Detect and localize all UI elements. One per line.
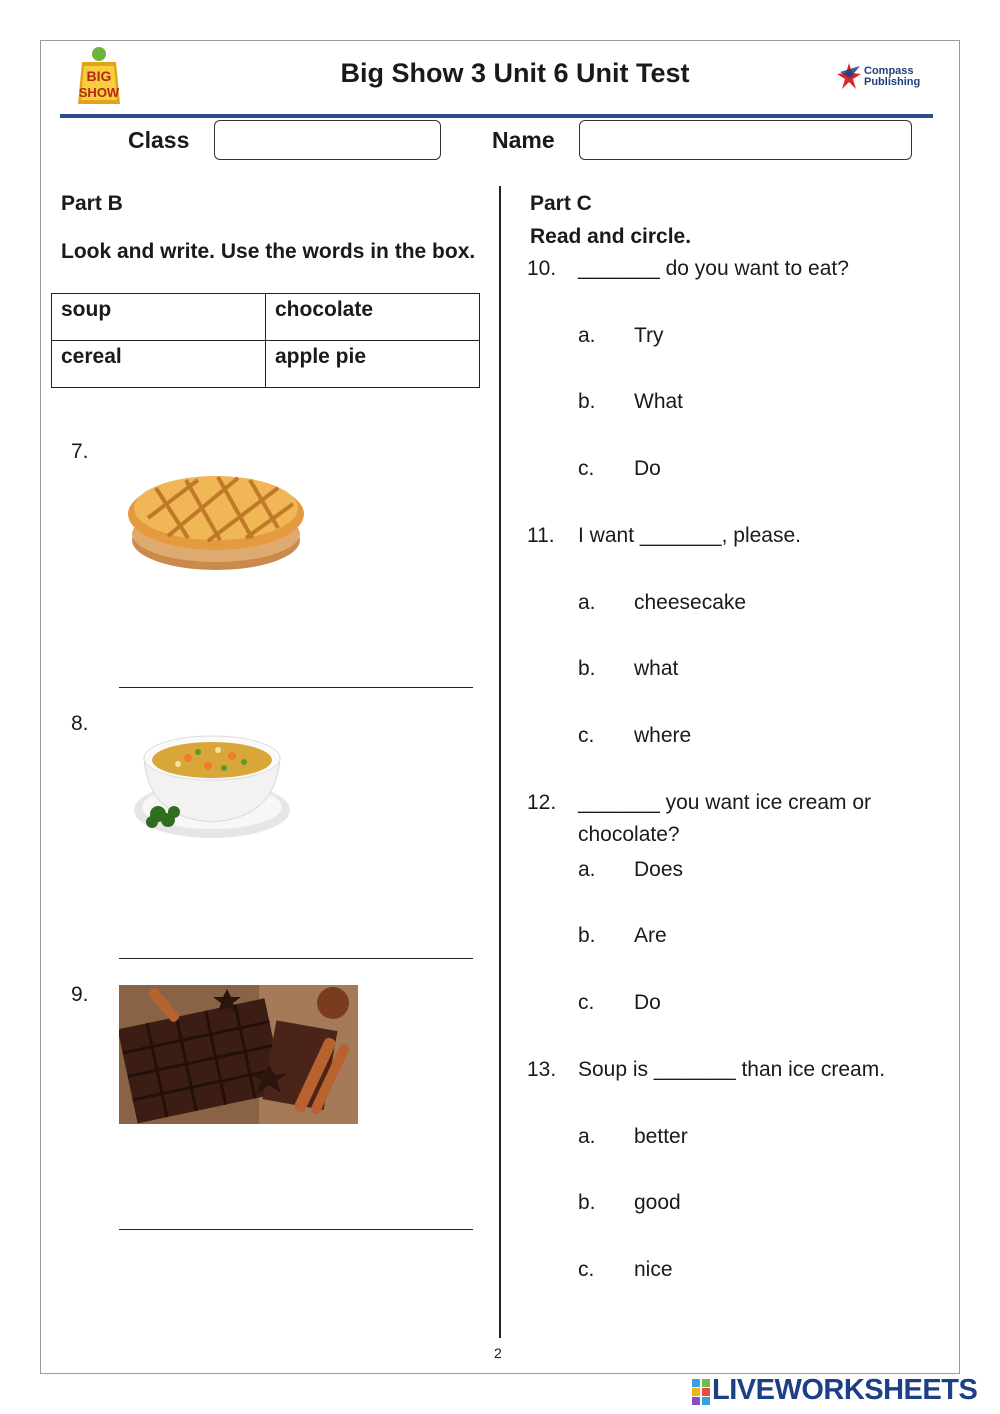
option-letter: a.	[578, 858, 596, 881]
liveworksheets-text: LIVEWORKSHEETS	[712, 1374, 978, 1406]
part-c-instruction: Read and circle.	[530, 225, 692, 248]
question-13-text: Soup is _______ than ice cream.	[578, 1058, 886, 1081]
publisher-line2: Publishing	[864, 76, 921, 88]
apple-pie-image	[128, 448, 308, 576]
question-12-text: _______ you want ice cream or chocolate?	[578, 791, 872, 846]
answer-line-9[interactable]	[119, 1229, 473, 1230]
question-10-number: 10.	[527, 257, 557, 280]
answer-line-8[interactable]	[119, 958, 473, 959]
class-label: Class	[128, 127, 190, 153]
big-show-logo	[70, 44, 128, 108]
question-11-number: 11.	[527, 524, 555, 547]
word-box-cell: soup	[52, 294, 266, 341]
option-letter: a.	[578, 1125, 596, 1148]
page-title: Big Show 3 Unit 6 Unit Test	[340, 58, 690, 88]
option-letter: c.	[578, 1258, 595, 1281]
page-number: 2	[494, 1345, 502, 1361]
option-letter: b.	[578, 657, 596, 680]
soup-image	[128, 718, 293, 846]
q10-option-b[interactable]: What	[634, 390, 684, 413]
compass-publishing-logo	[836, 62, 926, 92]
liveworksheets-logo	[692, 1374, 992, 1408]
question-12-number: 12.	[527, 791, 557, 814]
answer-line-7[interactable]	[119, 687, 473, 688]
q10-option-c[interactable]: Do	[634, 457, 661, 480]
chocolate-image	[119, 985, 358, 1124]
part-b-title: Part B	[61, 192, 123, 215]
item-8-number: 8.	[71, 712, 89, 735]
q13-option-a[interactable]: better	[634, 1125, 688, 1148]
q12-option-b[interactable]: Are	[634, 924, 667, 947]
name-input[interactable]	[579, 120, 912, 160]
compass-star-icon	[836, 62, 862, 90]
q11-option-b[interactable]: what	[634, 657, 679, 680]
option-letter: c.	[578, 457, 595, 480]
option-letter: a.	[578, 591, 596, 614]
word-box-row	[52, 341, 480, 388]
q12-option-a[interactable]: Does	[634, 858, 684, 881]
option-letter: c.	[578, 724, 595, 747]
logo-big-text: BIG	[86, 68, 112, 84]
liveworksheets-icon	[692, 1379, 710, 1405]
q10-option-a[interactable]: Try	[634, 324, 664, 347]
class-input[interactable]	[214, 120, 441, 160]
option-letter: b.	[578, 924, 596, 947]
logo-show-text: SHOW	[78, 85, 120, 100]
part-c-title: Part C	[530, 192, 592, 215]
question-13-number: 13.	[527, 1058, 557, 1081]
part-b-instruction: Look and write. Use the words in the box.	[61, 240, 476, 263]
q11-option-c[interactable]: where	[634, 724, 692, 747]
q11-option-a[interactable]: cheesecake	[634, 591, 747, 614]
column-divider	[499, 186, 501, 1338]
name-label: Name	[492, 127, 555, 153]
q13-option-b[interactable]: good	[634, 1191, 681, 1214]
q13-option-c[interactable]: nice	[634, 1258, 673, 1281]
question-10-text: _______ do you want to eat?	[578, 257, 849, 280]
publisher-line1: Compass	[864, 65, 914, 77]
option-letter: c.	[578, 991, 595, 1014]
word-box	[51, 293, 480, 388]
header-rule	[60, 114, 933, 118]
word-box-cell: chocolate	[266, 294, 480, 341]
option-letter: b.	[578, 390, 596, 413]
option-letter: b.	[578, 1191, 596, 1214]
item-7-number: 7.	[71, 440, 89, 463]
question-11-text: I want _______, please.	[578, 524, 802, 547]
q12-option-c[interactable]: Do	[634, 991, 661, 1014]
option-letter: a.	[578, 324, 596, 347]
word-box-cell: apple pie	[266, 341, 480, 388]
word-box-row	[52, 294, 480, 341]
word-box-cell: cereal	[52, 341, 266, 388]
item-9-number: 9.	[71, 983, 89, 1006]
